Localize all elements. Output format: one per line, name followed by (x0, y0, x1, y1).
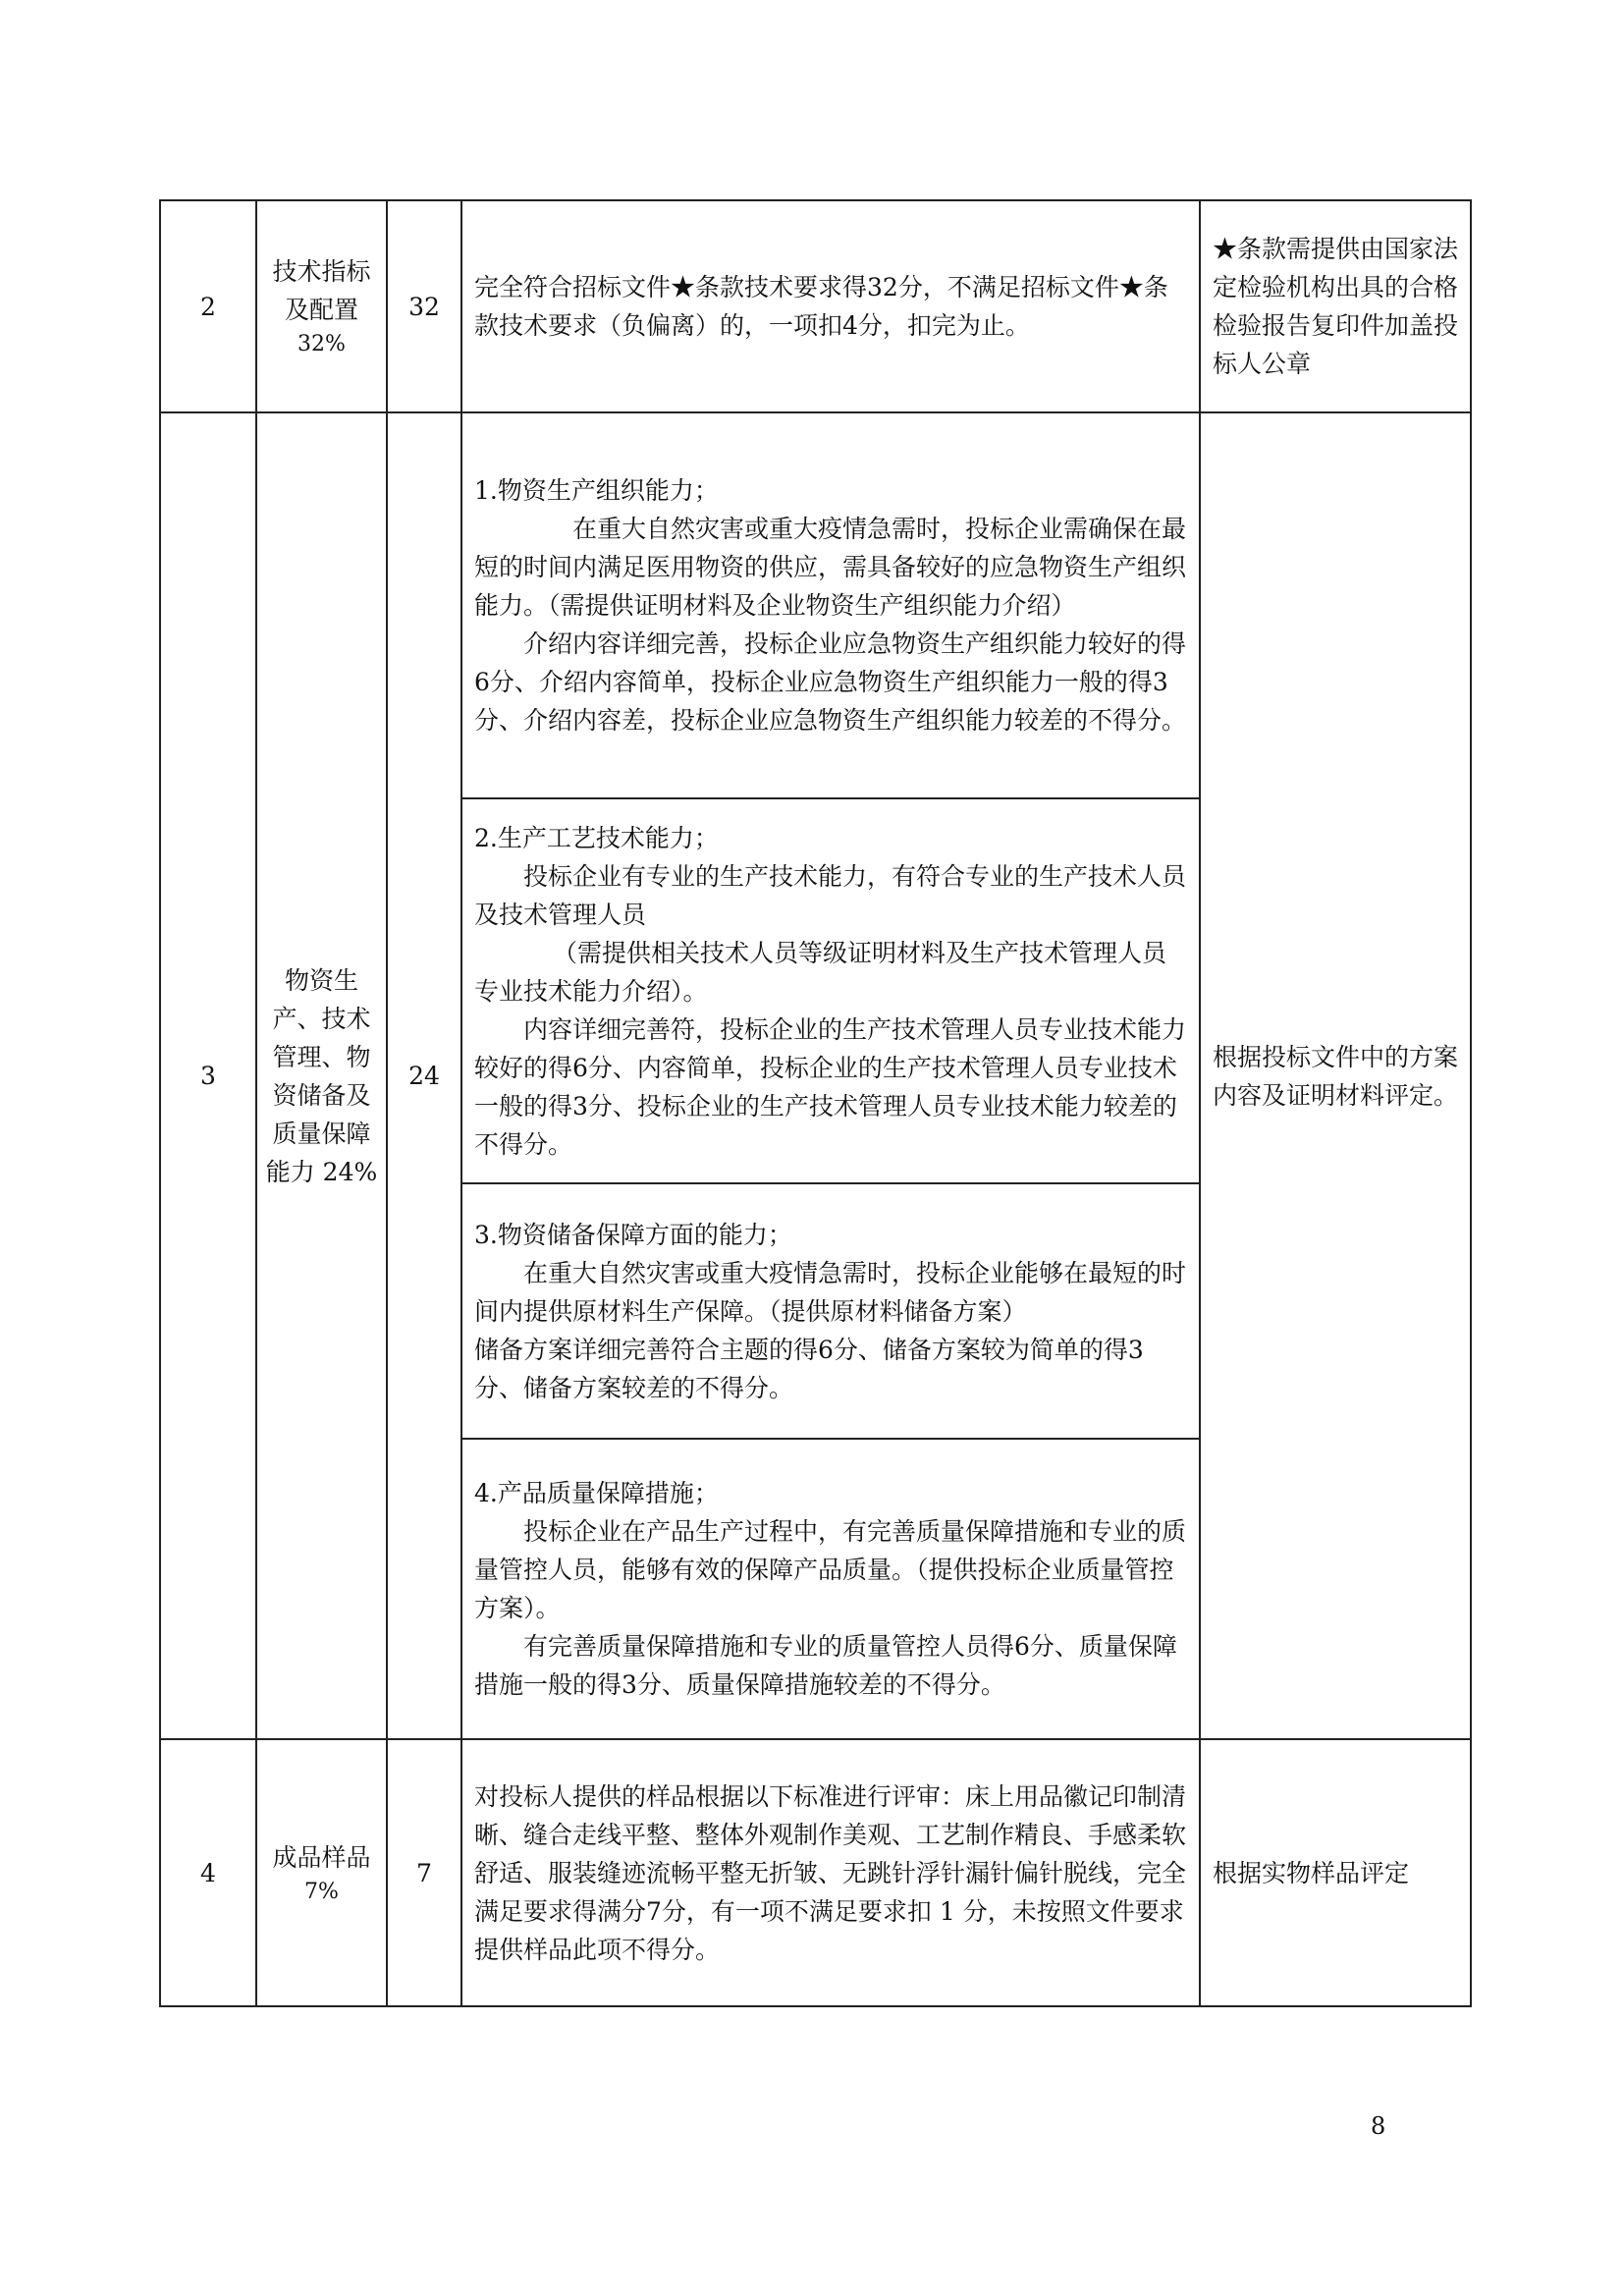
item-label-line: 资储备及 (272, 1080, 371, 1110)
criteria-text: 储备方案详细完善符合主题的得6分、储备方案较为简单的得3分、储备方案较差的不得分。 (474, 1335, 1144, 1402)
item-label-line: 及配置 (284, 296, 358, 324)
criteria-text: 内容详细完善符，投标企业的生产技术管理人员专业技术能力较好的得6分、内容简单，投标企业的生产技术管理人员专业技术一般的得3分、投标企业的生产技术管理人员专业技术能力较差的不得分。 (474, 1014, 1187, 1159)
table-row (160, 412, 1471, 798)
criteria-cell (461, 1739, 1200, 2006)
item-label-line: 质量保障 (272, 1119, 371, 1148)
criteria-cell (461, 1183, 1200, 1439)
item-percentage: 7% (304, 1879, 339, 1904)
item-label-line: 技术指标 (272, 257, 371, 286)
score-cell: 7 (387, 1739, 461, 2006)
criteria-text: 在重大自然灾害或重大疫情急需时，投标企业能够在最短的时间内提供原材料生产保障。（提供原材料储备方案） (474, 1258, 1187, 1326)
item-label-line: 能力 24% (265, 1157, 378, 1186)
item-cell (256, 412, 387, 1739)
item-label-line: 物资生 (284, 965, 358, 995)
criteria-text: 对投标人提供的样品根据以下标准进行评审：床上用品徽记印制清晰、缝合走线平整、整体外观制作美观、工艺制作精良、手感柔软舒适、服装缝迹流畅平整无折皱、无跳针浮针漏针偏针脱线，完全满足要求得满分7分，有一项不满足要求扣 1 分，未按照文件要求提供样品此项不得分。 (474, 1781, 1187, 1964)
criteria-text: 完全符合招标文件★条款技术要求得32分，不满足招标文件★条款技术要求（负偏离）的，一项扣4分，扣完为止。 (474, 273, 1168, 340)
criteria-subtitle: 4.产品质量保障措施； (474, 1479, 719, 1507)
item-label-line: 成品样品 (272, 1842, 371, 1872)
criteria-text: 有完善质量保障措施和专业的质量管控人员得6分、质量保障措施一般的得3分、质量保障措施较差的不得分。 (474, 1632, 1177, 1699)
criteria-subtitle: 1.物资生产组织能力； (474, 476, 719, 505)
scoring-table (159, 199, 1472, 2007)
criteria-cell (461, 200, 1200, 412)
criteria-cell (461, 1439, 1200, 1739)
score-cell: 24 (387, 412, 461, 1739)
table-row (160, 200, 1471, 412)
item-percentage: 32% (298, 332, 346, 356)
criteria-text: 投标企业在产品生产过程中，有完善质量保障措施和专业的质量管控人员，能够有效的保障产品质量。（提供投标企业质量管控方案）。 (474, 1517, 1187, 1622)
item-cell (256, 1739, 387, 2006)
row-number: 4 (160, 1739, 256, 2006)
criteria-cell (461, 798, 1200, 1183)
criteria-text: 在重大自然灾害或重大疫情急需时，投标企业需确保在最短的时间内满足医用物资的供应，需具备较好的应急物资生产组织能力。（需提供证明材料及企业物资生产组织能力介绍） (474, 515, 1187, 620)
score-cell: 32 (387, 200, 461, 412)
criteria-text: （需提供相关技术人员等级证明材料及生产技术管理人员专业技术能力介绍）。 (474, 938, 1167, 1006)
row-number: 3 (160, 412, 256, 1739)
criteria-subtitle: 3.物资储备保障方面的能力； (474, 1220, 792, 1249)
criteria-text: 介绍内容详细完善，投标企业应急物资生产组织能力较好的得6分、介绍内容简单，投标企业应急物资生产组织能力一般的得3分、介绍内容差，投标企业应急物资生产组织能力较差的不得分。 (474, 629, 1187, 735)
criteria-subtitle: 2.生产工艺技术能力； (474, 823, 719, 852)
criteria-cell (461, 412, 1200, 798)
criteria-text: 投标企业有专业的生产技术能力，有符合专业的生产技术人员及技术管理人员 (474, 861, 1187, 929)
item-label-line: 产、技术 (272, 1004, 371, 1033)
row-number: 2 (160, 200, 256, 412)
note-cell: 根据实物样品评定 (1200, 1739, 1471, 2006)
note-cell: ★条款需提供由国家法定检验机构出具的合格检验报告复印件加盖投标人公章 (1200, 200, 1471, 412)
note-cell: 根据投标文件中的方案内容及证明材料评定。 (1200, 412, 1471, 1739)
item-cell (256, 200, 387, 412)
item-label-line: 管理、物 (272, 1042, 371, 1071)
table-row (160, 1739, 1471, 2006)
page-number: 8 (1371, 2112, 1386, 2140)
